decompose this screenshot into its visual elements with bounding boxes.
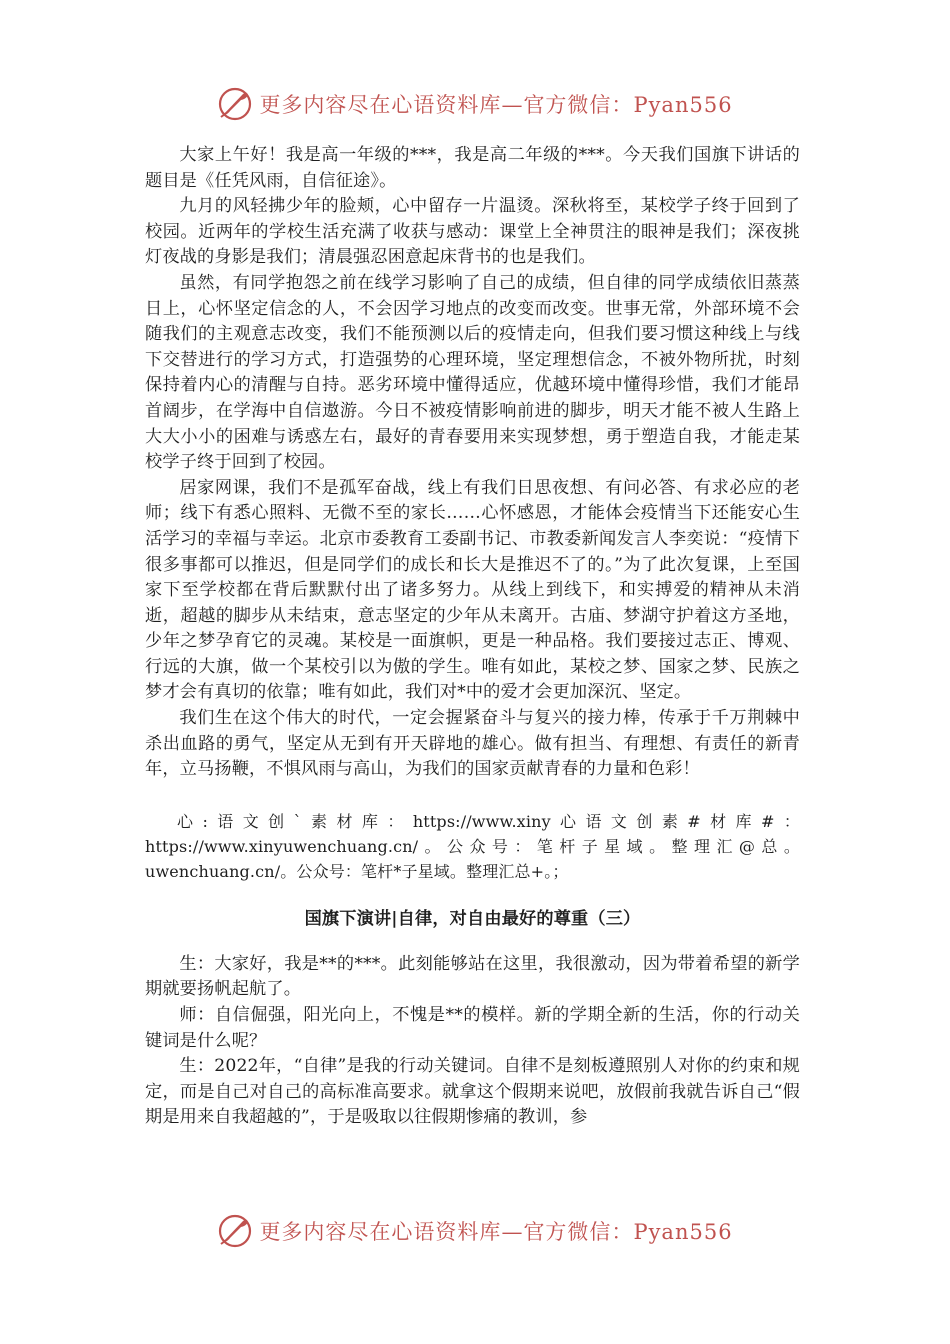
- banner-brand: 更多内容尽在心语资料库: [259, 1220, 502, 1244]
- paragraph: 虽然，有同学抱怨之前在线学习影响了自己的成绩，但自律的同学成绩依旧蒸蒸日上，心怀坚定信念的人，不会因学习地点的改变而改变。世事无常，外部环境不会随我们的主观意志改变，我们不能预测以后的疫情走向，但我们要习惯这种线上与线下交替进行的学习方式，打造强势的心理环境，坚定理想信念，不被外物所扰，时刻保持着内心的清醒与自持。恶劣环境中懂得适应，优越环境中懂得珍惜，我们才能昂首阔步，在学海中自信遨游。今日不被疫情影响前进的脚步，明天才能不被人生路上大大小小的困难与诱惑左右，最好的青春要用来实现梦想，勇于塑造自我，才能走某校学子终于回到了校园。: [145, 272, 800, 473]
- paragraph: 九月的风轻拂少年的脸颊，心中留存一片温烫。深秋将至，某校学子终于回到了校园。近两年的学校生活充满了收获与感动：课堂上全神贯注的眼神是我们；深夜挑灯夜战的身影是我们；清晨强忍困意起床背书的也是我们。: [145, 196, 800, 268]
- banner-wechat-id: Pyan556: [633, 1220, 733, 1244]
- paragraph: 大家上午好！我是高一年级的***，我是高二年级的***。今天我们国旗下讲话的题目是《任凭风雨，自信征途》。: [145, 145, 800, 191]
- banner-brand: 更多内容尽在心语资料库: [259, 93, 502, 117]
- paragraph: 居家网课，我们不是孤军奋战，线上有我们日思夜想、有问必答、有求必应的老师；线下有悉心照料、无微不至的家长……心怀感恩，才能体会疫情当下还能安心生活学习的幸福与幸运。北京市委教育工委副书记、市教委新闻发言人李奕说：“疫情下很多事都可以推迟，但是同学们的成长和长大是推迟不了的。”为了此次复课，上至国家下至学校都在背后默默付出了诸多努力。从线上到线下，和实搏爱的精神从未消逝，超越的脚步从未结束，意志坚定的少年从未离开。古庙、梦湖守护着这方圣地，少年之梦孕育它的灵魂。某校是一面旗帜，更是一种品格。我们要接过志正、博观、行远的大旗，做一个某校引以为傲的学生。唯有如此，某校之梦、国家之梦、民族之梦才会有真切的依靠；唯有如此，我们对*中的爱才会更加深沉、坚定。: [145, 477, 800, 703]
- quill-logo-icon: [217, 86, 253, 122]
- section-title: 国旗下演讲|自律，对自由最好的尊重（三）: [304, 908, 641, 929]
- banner-wechat-id: Pyan556: [633, 93, 733, 117]
- banner-separator: —: [501, 93, 524, 117]
- footer-banner: [0, 1211, 950, 1251]
- source-note: 心:语文创`素材库：https://www.xiny心语文创素#材库#：https://www.xinyuwenchuang.cn/。公众号：笔杆子星域。整理汇@总。uwenchuang.cn/。公众号：笔杆*子星域。整理汇总+。；: [145, 811, 800, 881]
- paragraph: 我们生在这个伟大的时代，一定会握紧奋斗与复兴的接力棒，传承于千万荆棘中杀出血路的勇气，坚定从无到有开天辟地的雄心。做有担当、有理想、有责任的新青年，立马扬鞭，不惧风雨与高山，为我们的国家贡献青春的力量和色彩！: [145, 708, 800, 780]
- banner-text: [259, 89, 732, 119]
- document-body: [145, 143, 800, 1131]
- quill-logo-icon: [217, 1213, 253, 1249]
- paragraph: 生：2022年，“自律”是我的行动关键词。自律不是刻板遵照别人对你的约束和规定，而是自己对自己的高标准高要求。就拿这个假期来说吧，放假前我就告诉自己“假期是用来自我超越的”，于是吸取以往假期惨痛的教训，参: [145, 1056, 800, 1128]
- banner-text: [259, 1216, 732, 1246]
- banner-separator: —: [501, 1220, 524, 1244]
- header-banner: [0, 84, 950, 124]
- paragraph: 生：大家好，我是**的***。此刻能够站在这里，我很激动，因为带着希望的新学期就要扬帆起航了。: [145, 953, 800, 1000]
- banner-wechat-label: 官方微信：: [523, 93, 634, 117]
- paragraph: 师：自信倔强，阳光向上，不愧是**的模样。新的学期全新的生活，你的行动关键词是什么呢？: [145, 1005, 800, 1051]
- banner-wechat-label: 官方微信：: [523, 1220, 634, 1244]
